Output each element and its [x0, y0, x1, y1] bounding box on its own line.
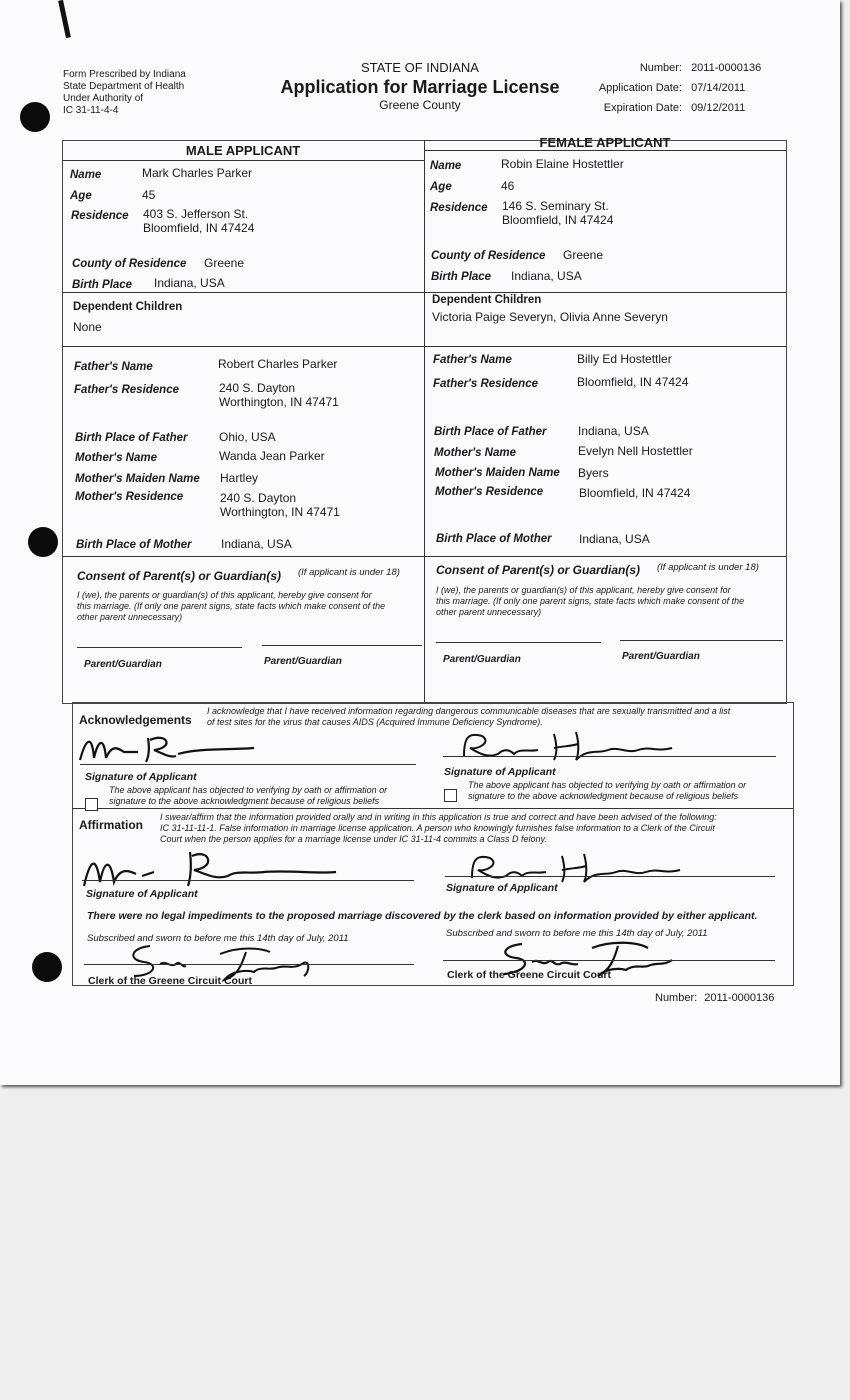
female-guardian-label-2: Parent/Guardian	[622, 651, 700, 662]
binder-hole-top	[20, 102, 50, 132]
application-date-value: 07/14/2011	[691, 82, 746, 94]
affirmation-text-line: IC 31-11-11-1. False information in marriage license application. A person who knowingly furnishes false information to a Clerk of the Circuit	[160, 823, 715, 833]
female-sworn-text: Subscribed and sworn to before me this 14th day of July, 2011	[446, 928, 708, 939]
female-county-label: County of Residence	[431, 250, 546, 262]
footer-number-label: Number:	[655, 992, 698, 1004]
male-birth-label: Birth Place	[72, 279, 133, 291]
female-dependent-value: Victoria Paige Severyn, Olivia Anne Severyn	[432, 310, 668, 324]
county-title: Greene County	[379, 98, 461, 112]
affirmation-heading: Affirmation	[79, 818, 143, 832]
male-sworn-text: Subscribed and sworn to before me this 14th day of July, 2011	[87, 933, 349, 944]
female-residence-label: Residence	[430, 202, 488, 214]
row-divider-parents	[62, 346, 786, 347]
form-meta	[580, 58, 761, 118]
row-divider-dependents	[62, 292, 786, 293]
male-guardian-sig-line-1[interactable]	[77, 647, 242, 648]
female-mother-maiden-label: Mother's Maiden Name	[435, 467, 560, 479]
male-mother-birth-label: Birth Place of Mother	[76, 539, 192, 551]
male-ack-signature-label: Signature of Applicant	[85, 771, 197, 783]
female-ack-signature-label: Signature of Applicant	[444, 766, 556, 778]
female-father-name-label: Father's Name	[433, 354, 512, 366]
male-name-label: Name	[70, 169, 102, 181]
female-father-res-value: Bloomfield, IN 47424	[577, 375, 689, 389]
male-mother-name-label: Mother's Name	[75, 452, 157, 464]
female-consent-condition: (If applicant is under 18)	[657, 562, 759, 573]
male-mother-res-label: Mother's Residence	[75, 491, 184, 503]
female-affirmation-signature-label: Signature of Applicant	[446, 882, 558, 894]
form-header	[270, 60, 570, 112]
male-father-res-line2: Worthington, IN 47471	[219, 395, 339, 409]
male-dependent-value: None	[73, 320, 102, 334]
male-mother-res-line1: 240 S. Dayton	[220, 491, 297, 505]
form-prescribed-line: IC 31-11-4-4	[63, 105, 119, 116]
form-title: Application for Marriage License	[280, 77, 560, 97]
ack-affirmation-divider	[72, 808, 793, 809]
female-objection-text	[468, 780, 746, 802]
male-consent-heading: Consent of Parent(s) or Guardian(s)	[77, 569, 282, 583]
female-residence-line1: 146 S. Seminary St.	[502, 199, 609, 213]
male-consent-condition: (If applicant is under 18)	[298, 567, 400, 578]
male-consent-text	[77, 590, 385, 623]
staple-mark	[58, 0, 71, 38]
acknowledgement-text	[207, 706, 787, 728]
female-name-label: Name	[430, 160, 462, 172]
male-clerk-sig-line[interactable]	[84, 964, 414, 965]
female-guardian-sig-line-1[interactable]	[436, 642, 601, 643]
female-ack-sig-line[interactable]	[443, 756, 776, 757]
female-father-name-value: Billy Ed Hostettler	[577, 352, 672, 366]
female-county-value: Greene	[563, 248, 604, 262]
binder-hole-middle	[28, 527, 58, 557]
expiration-date-label: Expiration Date:	[603, 102, 682, 114]
number-label: Number:	[639, 62, 682, 74]
male-objection-text	[109, 785, 387, 807]
male-birth-value: Indiana, USA	[154, 276, 225, 290]
female-applicant-heading: FEMALE APPLICANT	[539, 135, 671, 150]
female-mother-birth-value: Indiana, USA	[579, 532, 650, 546]
male-county-label: County of Residence	[72, 258, 187, 270]
acknowledgements-heading: Acknowledgements	[79, 713, 192, 727]
male-mother-name-value: Wanda Jean Parker	[219, 449, 325, 463]
male-guardian-label-2: Parent/Guardian	[264, 656, 342, 667]
male-residence-line2: Bloomfield, IN 47424	[143, 221, 255, 235]
female-consent-heading: Consent of Parent(s) or Guardian(s)	[436, 563, 641, 577]
expiration-date-value: 09/12/2011	[691, 102, 746, 114]
male-county-value: Greene	[204, 256, 245, 270]
male-acknowledgement-signature	[78, 728, 258, 768]
column-divider	[424, 140, 425, 702]
male-objection-checkbox[interactable]	[85, 798, 98, 811]
form-prescribed-line: Under Authority of	[63, 93, 144, 104]
female-clerk-label: Clerk of the Greene Circuit Court	[447, 969, 611, 981]
row-divider-consent	[62, 556, 786, 557]
female-dependent-label: Dependent Children	[432, 294, 542, 306]
consent-text-line: other parent unnecessary)	[436, 607, 542, 617]
female-guardian-sig-line-2[interactable]	[620, 640, 783, 641]
state-title: STATE OF INDIANA	[361, 60, 479, 75]
consent-text-line: this marriage. (If only one parent signs, state facts which make consent of the	[77, 601, 386, 611]
heading-underline-female	[424, 150, 786, 151]
consent-text-line: this marriage. (If only one parent signs, state facts which make consent of the	[436, 596, 745, 606]
male-father-birth-value: Ohio, USA	[219, 430, 276, 444]
male-name-value: Mark Charles Parker	[142, 166, 253, 180]
consent-text-line: other parent unnecessary)	[77, 612, 183, 622]
male-father-name-label: Father's Name	[74, 361, 153, 373]
form-prescribed-line: State Department of Health	[63, 81, 185, 92]
female-birth-value: Indiana, USA	[511, 269, 582, 283]
form-prescribed-line: Form Prescribed by Indiana	[63, 69, 186, 80]
male-mother-res-line2: Worthington, IN 47471	[220, 505, 340, 519]
female-affirmation-signature	[466, 850, 696, 886]
male-affirmation-sig-line[interactable]	[82, 880, 414, 881]
footer-number-value: 2011-0000136	[704, 992, 775, 1004]
consent-text-line: I (we), the parents or guardian(s) of this applicant, hereby give consent for	[77, 590, 372, 600]
female-mother-res-value: Bloomfield, IN 47424	[579, 486, 691, 500]
impediments-statement: There were no legal impediments to the proposed marriage discovered by the clerk based on information provided by either applicant.	[87, 910, 758, 922]
female-father-birth-label: Birth Place of Father	[434, 426, 547, 438]
female-guardian-label-1: Parent/Guardian	[443, 654, 521, 665]
footer-number	[655, 992, 774, 1004]
male-father-res-label: Father's Residence	[74, 384, 179, 396]
male-father-birth-label: Birth Place of Father	[75, 432, 188, 444]
female-name-value: Robin Elaine Hostettler	[501, 157, 624, 171]
objection-text-line: The above applicant has objected to verifying by oath or affirmation or	[468, 780, 747, 790]
male-father-name-value: Robert Charles Parker	[218, 357, 338, 371]
ack-text-line: I acknowledge that I have received information regarding dangerous communicable diseases that are sexually transmitted and a list	[207, 706, 731, 716]
male-affirmation-signature	[80, 846, 340, 890]
male-age-value: 45	[142, 188, 156, 202]
application-date-label: Application Date:	[598, 82, 682, 94]
female-mother-name-value: Evelyn Nell Hostettler	[578, 444, 693, 458]
male-age-label: Age	[70, 190, 92, 202]
male-mother-birth-value: Indiana, USA	[221, 537, 292, 551]
female-consent-text	[436, 585, 744, 618]
objection-text-line: signature to the above acknowledgment because of religious beliefs	[468, 791, 739, 801]
male-father-res-line1: 240 S. Dayton	[219, 381, 296, 395]
female-father-res-label: Father's Residence	[433, 378, 538, 390]
female-clerk-sig-line[interactable]	[443, 960, 775, 961]
female-acknowledgement-signature	[458, 728, 688, 764]
male-affirmation-signature-label: Signature of Applicant	[86, 888, 198, 900]
male-residence-line1: 403 S. Jefferson St.	[143, 207, 249, 221]
female-mother-res-label: Mother's Residence	[435, 486, 544, 498]
male-mother-maiden-label: Mother's Maiden Name	[75, 473, 200, 485]
objection-text-line: signature to the above acknowledgment because of religious beliefs	[109, 796, 380, 806]
female-age-label: Age	[430, 181, 452, 193]
female-mother-maiden-value: Byers	[578, 466, 609, 480]
female-birth-label: Birth Place	[431, 271, 492, 283]
female-objection-checkbox[interactable]	[444, 789, 457, 802]
female-father-birth-value: Indiana, USA	[578, 424, 649, 438]
male-ack-sig-line[interactable]	[80, 764, 416, 765]
male-dependent-label: Dependent Children	[73, 301, 183, 313]
male-clerk-label: Clerk of the Greene Circuit Court	[88, 975, 252, 987]
heading-underline-male	[62, 160, 424, 161]
affirmation-text-line: I swear/affirm that the information provided orally and in writing in this application is true and correct and have been advised of the following:	[160, 812, 717, 822]
female-residence-line2: Bloomfield, IN 47424	[502, 213, 614, 227]
ack-text-line: of test sites for the virus that causes AIDS (Acquired Immune Deficiency Syndrome).	[207, 717, 543, 727]
male-applicant-heading: MALE APPLICANT	[185, 143, 301, 158]
consent-text-line: I (we), the parents or guardian(s) of this applicant, hereby give consent for	[436, 585, 731, 595]
female-mother-birth-label: Birth Place of Mother	[436, 533, 552, 545]
binder-hole-bottom	[32, 952, 62, 982]
male-guardian-label-1: Parent/Guardian	[84, 659, 162, 670]
female-affirmation-sig-line[interactable]	[445, 876, 775, 877]
female-mother-name-label: Mother's Name	[434, 447, 516, 459]
form-prescribed-note	[63, 69, 186, 117]
affirmation-text	[160, 812, 790, 845]
female-age-value: 46	[501, 179, 515, 193]
number-value: 2011-0000136	[691, 62, 762, 74]
male-residence-label: Residence	[71, 210, 129, 222]
male-mother-maiden-value: Hartley	[220, 471, 259, 485]
affirmation-text-line: Court when the person applies for a marriage license under IC 31-11-4 commits a Class D felony.	[160, 834, 547, 844]
male-guardian-sig-line-2[interactable]	[262, 645, 422, 646]
objection-text-line: The above applicant has objected to verifying by oath or affirmation or	[109, 785, 388, 795]
